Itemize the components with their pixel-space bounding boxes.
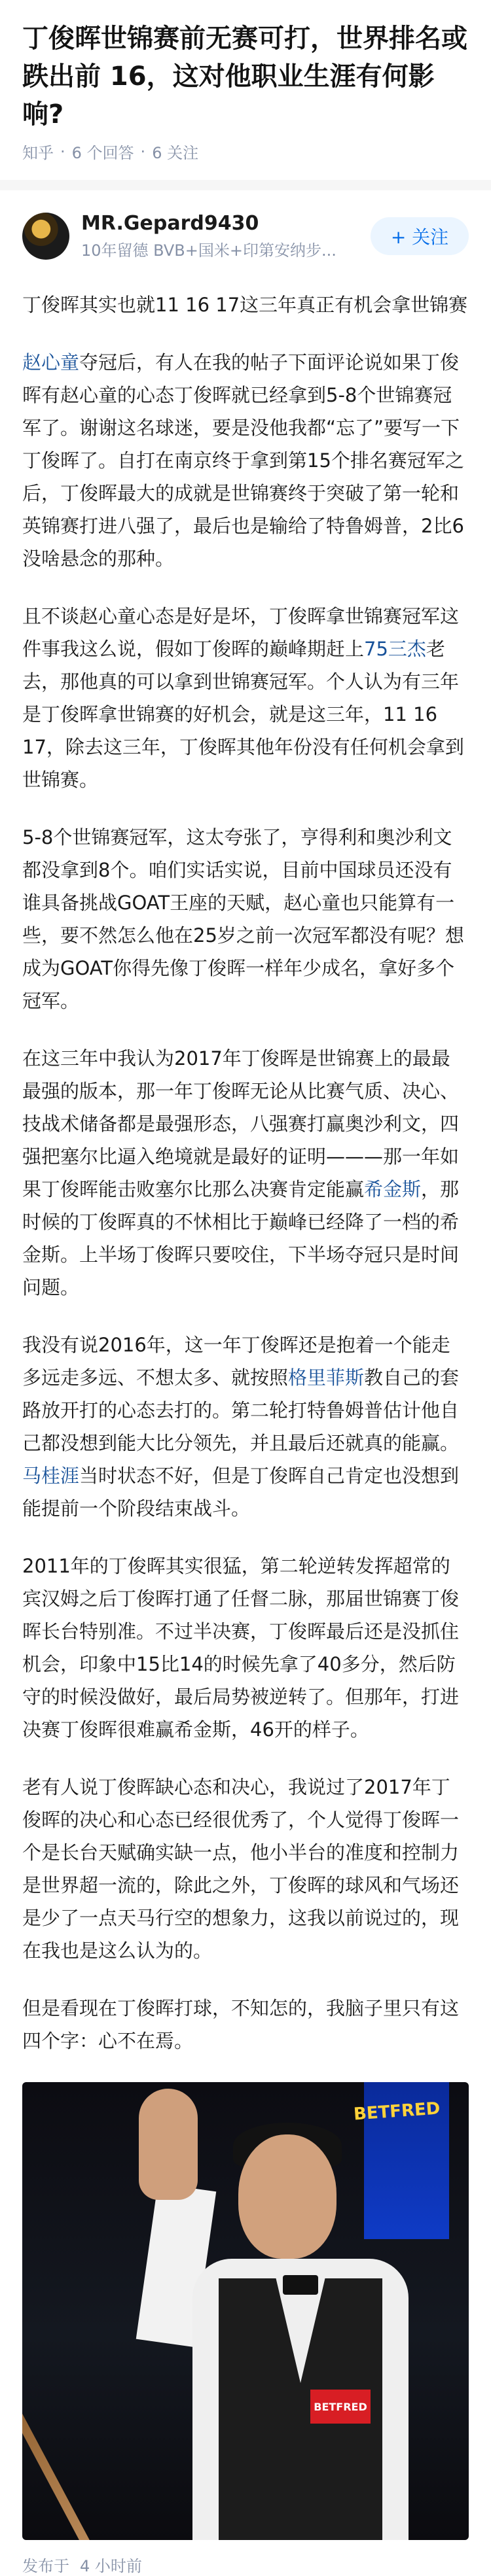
published-label: 发布于 bbox=[22, 2557, 69, 2575]
paragraph-text: 当时状态不好，但是丁俊晖自己肯定也没想到能提前一个阶段结束战斗。 bbox=[22, 1465, 460, 1520]
sponsor-board-text: BETFRED bbox=[352, 2098, 441, 2125]
meta-dot: · bbox=[60, 142, 65, 161]
author-bio: 10年留德 BVB+国米+印第安纳步... bbox=[81, 241, 336, 260]
topic-link[interactable]: 赵心童 bbox=[22, 351, 80, 374]
answer-image[interactable] bbox=[22, 2082, 469, 2540]
answer-footer bbox=[0, 2540, 491, 2576]
answer-paragraph bbox=[22, 346, 469, 575]
paragraph-text: 夺冠后，有人在我的帖子下面评论说如果丁俊晖有赵心童的心态丁俊晖就已经拿到5-8个世锦赛冠军了。谢谢这名球迷，要是没他我都“忘了”要写一下丁俊晖了。自打在南京终于拿到第15个排名赛冠军之后，丁俊晖最大的成就是世锦赛终于突破了第一轮和英锦赛打进八强了，最后也是输给了特鲁姆普，2比6没啥悬念的那种。 bbox=[22, 351, 464, 570]
paragraph-text: 在这三年中我认为2017年丁俊晖是世锦赛上的最最最强的版本，那一年丁俊晖无论从比赛气质、决心、技战术储备都是最强形态，八强赛打赢奥沙利文，四强把塞尔比逼入绝境就是最好的证明———那一年如果丁俊晖能击败塞尔比那么决赛肯定能赢 bbox=[22, 1047, 460, 1200]
answer-paragraph: 老有人说丁俊晖缺心态和决心，我说过了2017年丁俊晖的决心和心态已经很优秀了，个人觉得丁俊晖一个是长台天赋确实缺一点，他小半台的准度和控制力是世界超一流的，除此之外，丁俊晖的球风和气场还是少了一点天马行空的想象力，这我以前说过的，现在我也是这么认为的。 bbox=[22, 1776, 460, 1962]
player-hand bbox=[139, 2089, 198, 2200]
bow-tie bbox=[283, 2275, 318, 2295]
question-header bbox=[0, 0, 491, 163]
follower-count: 6 关注 bbox=[152, 144, 199, 162]
avatar[interactable] bbox=[22, 213, 69, 260]
answer-paragraph: 5-8个世锦赛冠军，这太夸张了，亨得利和奥沙利文都没拿到8个。咱们实话实说，目前中国球员还没有谁具备挑战GOAT王座的天赋，赵心童也只能算有一些，要不然怎么他在25岁之前一次冠军都没有呢？想成为GOAT你得先像丁俊晖一样年少成名，拿好多个冠军。 bbox=[22, 826, 464, 1012]
answer-paragraph: 但是看现在丁俊晖打球，不知怎的，我脑子里只有这四个字：心不在焉。 bbox=[22, 1997, 460, 2052]
follow-button[interactable]: + 关注 bbox=[371, 217, 469, 255]
answer-paragraph bbox=[22, 1042, 469, 1304]
paragraph-text: 教自己的套路放开打的心态去打的。第二轮打特鲁姆普估计他自己都没想到能大比分领先，并且最后还就真的能赢。 bbox=[22, 1366, 460, 1454]
source-label[interactable]: 知乎 bbox=[22, 144, 54, 162]
author-name[interactable]: MR.Gepard9430 bbox=[81, 212, 259, 235]
paragraph-text: 且不谈赵心童心态是好是坏，丁俊晖拿世锦赛冠军这件事我这么说，假如丁俊晖的巅峰期赶上 bbox=[22, 605, 460, 660]
player-head bbox=[238, 2134, 336, 2259]
answer-paragraph bbox=[22, 1329, 469, 1525]
topic-link[interactable]: 格里菲斯 bbox=[288, 1366, 365, 1389]
author-info bbox=[81, 212, 371, 260]
section-divider bbox=[0, 180, 491, 190]
paragraph-text: 老去，那他真的可以拿到世锦赛冠军。个人认为有三年是丁俊晖拿世锦赛的好机会，就是这三年，11 16 17，除去这三年，丁俊晖其他年份没有任何机会拿到世锦赛。 bbox=[22, 638, 464, 791]
answer-paragraph: 2011年的丁俊晖其实很猛，第二轮逆转发挥超常的宾汉姆之后丁俊晖打通了任督二脉，那届世锦赛丁俊晖长台特别准。不过半决赛，丁俊晖最后还是没抓住机会，印象中15比14的时候先拿了40多分，然后防守的时候没做好，最后局势被逆转了。但那年，打进决赛丁俊晖很难赢希金斯，46开的样子。 bbox=[22, 1555, 460, 1741]
question-title[interactable]: 丁俊晖世锦赛前无赛可打，世界排名或跌出前 16，这对他职业生涯有何影响? bbox=[22, 24, 467, 130]
topic-link[interactable]: 75三杰 bbox=[364, 638, 426, 660]
answer-content bbox=[0, 288, 491, 2540]
vest-sponsor-badge: BETFRED bbox=[310, 2390, 371, 2424]
topic-link[interactable]: 马桂涯 bbox=[22, 1465, 80, 1487]
topic-link[interactable]: 希金斯 bbox=[364, 1178, 422, 1200]
paragraph-text: 我没有说2016年，这一年丁俊晖还是抱着一个能走多远走多远、不想太多、就按照 bbox=[22, 1334, 450, 1389]
question-meta bbox=[22, 140, 469, 163]
published-time: 4 小时前 bbox=[80, 2557, 142, 2575]
answer-paragraph bbox=[22, 600, 469, 796]
author-bar bbox=[0, 190, 491, 262]
answer-paragraph: 丁俊晖其实也就11 16 17这三年真正有机会拿世锦赛 bbox=[22, 294, 468, 316]
paragraph-text: ，那时候的丁俊晖真的不怵相比于巅峰已经降了一档的希金斯。上半场丁俊晖只要咬住，下半场夺冠只是时间问题。 bbox=[22, 1178, 460, 1298]
meta-dot: · bbox=[140, 142, 146, 161]
answer-count[interactable]: 6 个回答 bbox=[71, 144, 134, 162]
cue-stick bbox=[22, 2375, 113, 2540]
